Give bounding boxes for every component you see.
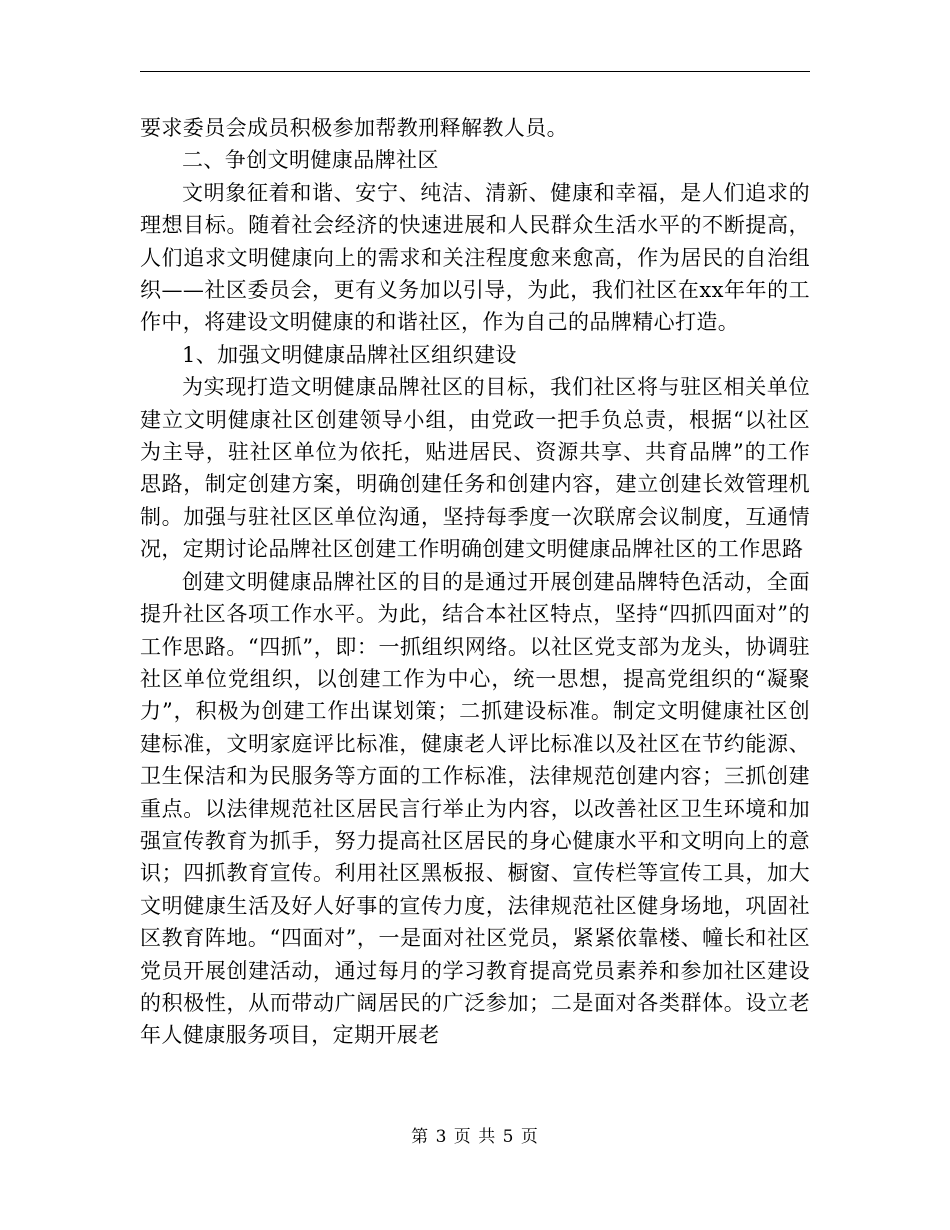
- document-body: [140, 112, 810, 1052]
- paragraph-continuation: 要求委员会成员积极参加帮教刑释解教人员。: [140, 116, 568, 140]
- paragraph: 文明象征着和谐、安宁、纯洁、清新、健康和幸福，是人们追求的理想目标。随着社会经济的快速进展和人民群众生活水平的不断提高，人们追求文明健康向上的需求和关注程度愈来愈高，作为居民的自治组织——社区委员会，更有义务加以引导，为此，我们社区在xx年年的工作中，将建设文明健康的和谐社区，作为自己的品牌精心打造。: [140, 180, 810, 335]
- header-rule: [140, 71, 810, 72]
- paragraph: 为实现打造文明健康品牌社区的目标，我们社区将与驻区相关单位建立文明健康社区创建领导小组，由党政一把手负总责，根据“以社区为主导，驻社区单位为依托，贴进居民、资源共享、共育品牌”的工作思路，制定创建方案，明确创建任务和创建内容，建立创建长效管理机制。加强与驻社区区单位沟通，坚持每季度一次联席会议制度，互通情况，定期讨论品牌社区创建工作明确创建文明健康品牌社区的工作思路: [140, 375, 810, 562]
- section-heading: 二、争创文明健康品牌社区: [182, 148, 439, 173]
- subsection-heading: 1、加强文明健康品牌社区组织建设: [182, 342, 517, 367]
- page-number: 第 3 页 共 5 页: [411, 1127, 539, 1147]
- paragraph: 创建文明健康品牌社区的目的是通过开展创建品牌特色活动，全面提升社区各项工作水平。为此，结合本社区特点，坚持“四抓四面对”的工作思路。“四抓”，即：一抓组织网络。以社区党支部为龙头，协调驻社区单位党组织，以创建工作为中心，统一思想，提高党组织的“凝聚力”，积极为创建工作出谋划策；二抓建设标准。制定文明健康社区创建标准，文明家庭评比标准，健康老人评比标准以及社区在节约能源、卫生保洁和为民服务等方面的工作标准，法律规范创建内容；三抓创建重点。以法律规范社区居民言行举止为内容，以改善社区卫生环境和加强宣传教育为抓手，努力提高社区居民的身心健康水平和文明向上的意识；四抓教育宣传。利用社区黑板报、橱窗、宣传栏等宣传工具，加大文明健康生活及好人好事的宣传力度，法律规范社区健身场地，巩固社区教育阵地。“四面对”，一是面对社区党员，紧紧依靠楼、幢长和社区党员开展创建活动，通过每月的学习教育提高党员素养和参加社区建设的积极性，从而带动广阔居民的广泛参加；二是面对各类群体。设立老年人健康服务项目，定期开展老: [140, 569, 810, 1048]
